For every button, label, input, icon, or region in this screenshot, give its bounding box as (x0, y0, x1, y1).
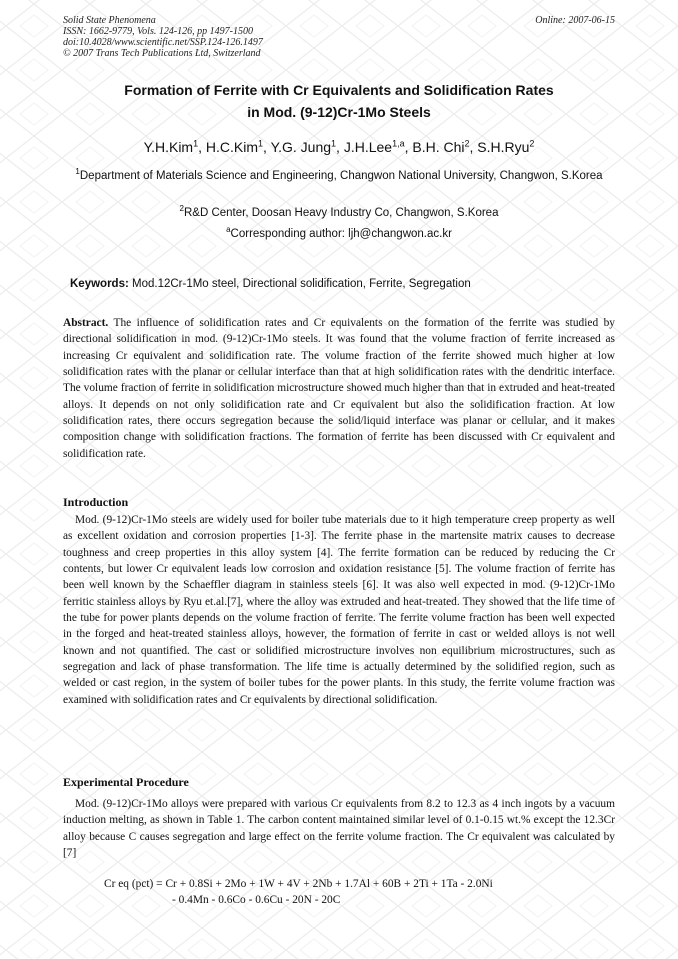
affiliation-2: $^2$R&D Center, Doosan Heavy Industry Co, Changwon, S.Korea (179, 204, 499, 219)
journal-header (63, 15, 263, 59)
corresponding-author: $^a$Corresponding author: ljh@changwon.ac.kr (226, 225, 452, 240)
issn: ISSN: 1662-9779, Vols. 124-126, pp 1497-1500 (63, 26, 253, 37)
paper-title (63, 79, 615, 123)
experimental-text: Mod. (9-12)Cr-1Mo alloys were prepared with various Cr equivalents from 8.2 to 12.3 as 4 inch ingots by a vacuum induction melting, as shown in Table 1. The carbon content maintained similar level of 0.1-0.15 wt.% except the 12.3Cr alloy because C causes segregation and large effect on the ferrite volume fraction. The Cr equivalent was calculated by [7] (63, 798, 615, 860)
copyright: © 2007 Trans Tech Publications Ltd, Switzerland (63, 48, 261, 59)
title-line-1: Formation of Ferrite with Cr Equivalents and Solidification Rates (124, 82, 554, 98)
author: Y.G. Jung$^1$, (270, 138, 344, 155)
keywords-label: Keywords: (70, 278, 129, 290)
title-line-2: in Mod. (9-12)Cr-1Mo Steels (247, 104, 431, 120)
author: H.C.Kim$^1$, (205, 138, 271, 155)
cr-equivalent-equation-line-2: - 0.4Mn - 0.6Co - 0.6Cu - 20N - 20C (172, 894, 341, 906)
experimental-heading: Experimental Procedure (63, 775, 189, 789)
author: J.H.Lee$^{1,a}$, (343, 138, 413, 155)
keywords (70, 278, 471, 290)
doi: doi:10.4028/www.scientific.net/SSP.124-126.1497 (63, 37, 263, 48)
abstract-text: The influence of solidification rates and Cr equivalents on the formation of the ferrite was studied by directional solidification in mod. (9-12)Cr-1Mo steels. It was found that the volume fraction of ferrite increased as increasing Cr equivalent and solidification rate. The volume fraction of the ferrite showed much higher at low solidification rates with the planar or cellular interface than that at high solidification rates with the dendritic interface. The volume fraction of ferrite in solidification microstructure showed much higher than that in extruded and heat-treated alloys. It depends on not only solidification rate and Cr equivalent but also the solidification fraction. At low solidification rates, there occurs segregation because the solid/liquid interface was planar or cellular, and it makes composition change with solidification fractions. The formation of ferrite has been discussed with Cr equivalent and solidification rate. (63, 317, 615, 460)
author-list (63, 138, 615, 155)
keywords-text: Mod.12Cr-1Mo steel, Directional solidification, Ferrite, Segregation (132, 278, 471, 290)
abstract (63, 315, 615, 462)
introduction-text: Mod. (9-12)Cr-1Mo steels are widely used for boiler tube materials due to it high temperature creep property as well as excellent oxidation and corrosion properties [1-3]. The ferrite phase in the martensite matrix causes to decrease toughness and creep properties in this alloy system [4]. The ferrite formation can be reduced by reducing the Cr contents, but lower Cr equivalent leads low corrosion and oxidation resistance [5]. The volume fraction of ferrite has been well known by the Schaeffler diagram in stainless steels [6]. It was also well expected in mod. (9-12)Cr-1Mo ferritic stainless alloys by Ryu et.al.[7], where the alloy was extruded and heat-treated. They showed that the life time of the tube for power plants depends on the volume fraction of ferrite. The ferrite volume fraction has been well expected in the forged and heat-treated stainless alloys, however, the formation of ferrite in cast or welded alloys is not well known and not quantified. The cast or solidified microstructure involves non equilibrium microstructures, such as segregation and lack of phase transformation. The life time is actually determined by the solidified region, such as welded or cast region, in the system of boiler tubes for the power plants. In this study, the ferrite volume fraction was examined with solidification rates and Cr equivalents by directional solidification. (63, 514, 615, 706)
affiliation-1: $^1$Department of Materials Science and Engineering, Changwon National University, Changwon, S.Korea (75, 167, 603, 182)
cr-equivalent-equation-line-1: Cr eq (pct) = Cr + 0.8Si + 2Mo + 1W + 4V + 2Nb + 1.7Al + 60B + 2Ti + 1Ta - 2.0Ni (104, 878, 493, 890)
abstract-label: Abstract. (63, 317, 109, 329)
journal-name: Solid State Phenomena (63, 15, 156, 26)
online-date: Online: 2007-06-15 (535, 15, 615, 26)
author: S.H.Ryu$^2$ (477, 138, 535, 155)
author: B.H. Chi$^2$, (412, 138, 478, 155)
introduction-heading: Introduction (63, 495, 129, 509)
author: Y.H.Kim$^1$, (143, 138, 206, 155)
